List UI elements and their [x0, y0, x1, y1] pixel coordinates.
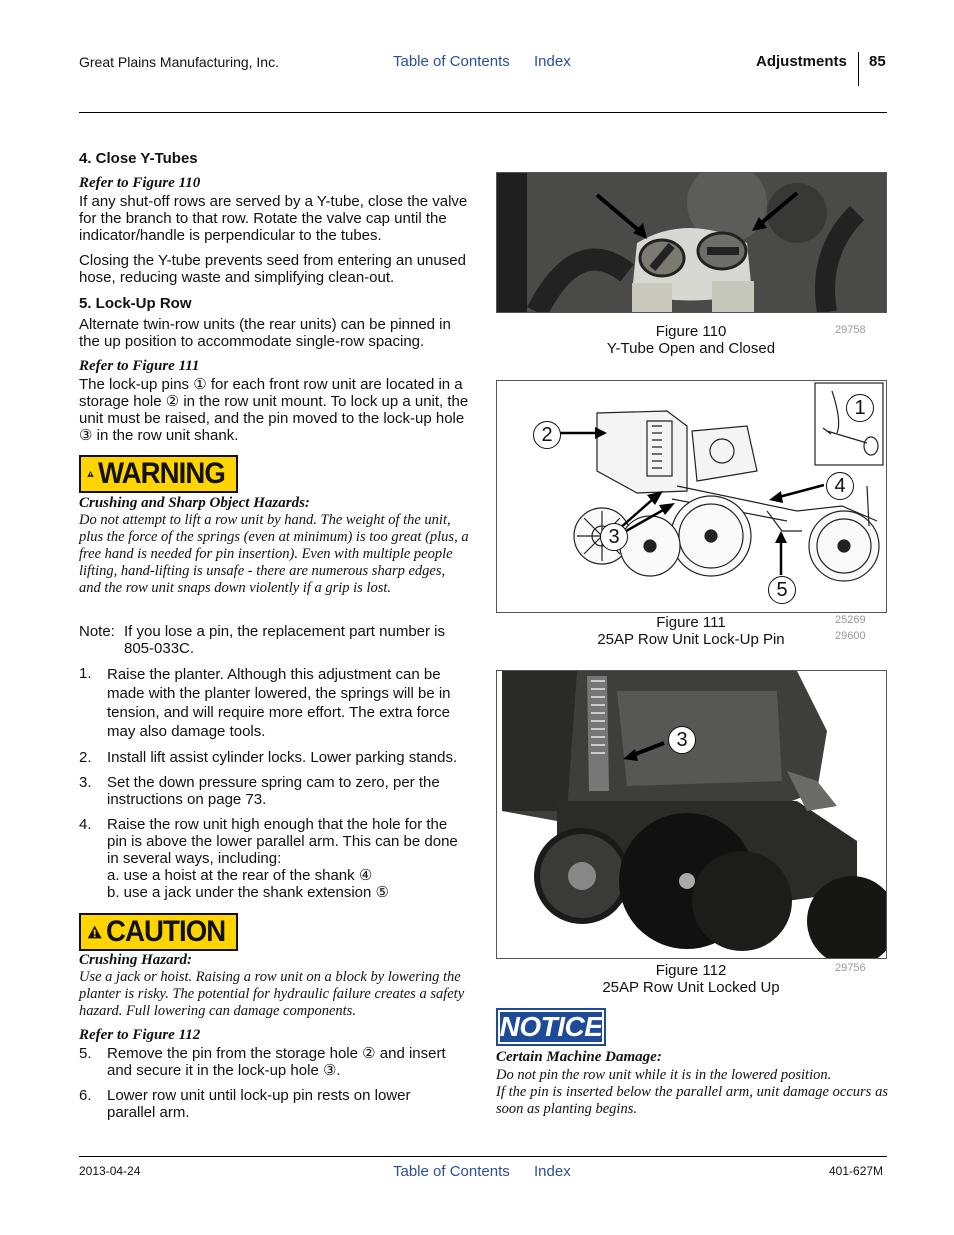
list-text: Install lift assist cylinder locks. Lower parking stands.	[107, 749, 458, 766]
notice-text-1: Do not pin the row unit while it is in the lowered position.	[496, 1067, 832, 1083]
warning-text: Do not attempt to lift a row unit by hand. The weight of the unit, plus the force of the springs (even at minimum) is too great (plus, a free hand is needed for pin insertion). Even with multiple people lifting, hand-lifting is unsafe - there are numerous sharp edges, and the row unit snaps down violently if a grip is lost.	[79, 512, 469, 596]
toc-link[interactable]: Table of Contents	[393, 53, 510, 70]
list-text: Lower row unit until lock-up pin rests on lower parallel arm.	[107, 1087, 411, 1121]
list-number: 6.	[79, 1087, 92, 1104]
notice-signal-word	[496, 1008, 606, 1046]
note-text: If you lose a pin, the replacement part number is 805-033C.	[124, 623, 446, 657]
warning-triangle-icon	[87, 463, 94, 485]
list-number: 3.	[79, 774, 92, 791]
notice-title: Certain Machine Damage:	[496, 1049, 662, 1065]
section-5-paragraph-2: The lock-up pins ① for each front row unit are located in a storage hole ② in the row unit mount. To lock up a unit, the unit must be raised, and the pin moved to the lock-up hole ③ in the row unit shank.	[79, 376, 469, 444]
footer-rule	[79, 1156, 887, 1157]
list-text: Raise the row unit high enough that the hole for the pin is above the lower parallel arm. This can be done in several ways, including:	[107, 816, 458, 867]
warning-triangle-icon	[87, 921, 102, 943]
figure-112-reference: Refer to Figure 112	[79, 1027, 201, 1043]
notice-text-2: If the pin is inserted below the parallel arm, unit damage occurs as soon as planting begins.	[496, 1084, 888, 1117]
row-unit-locked-photo-illustration	[497, 671, 886, 958]
list-text: Raise the planter. Although this adjustment can be made with the planter lowered, the springs will be in tension, and will require more effort. The extra force may also damage tools.	[107, 666, 451, 740]
section-4-paragraph-2: Closing the Y-tube prevents seed from entering an unused hose, reducing waste and simplifying clean-out.	[79, 252, 466, 286]
figure-112-photo	[496, 670, 887, 959]
warning-word: WARNING	[98, 457, 225, 490]
callout-3: 3	[600, 523, 628, 551]
figure-110-label: Figure 110	[655, 323, 727, 340]
section-4-heading: 4. Close Y-Tubes	[79, 150, 198, 167]
list-number: 4.	[79, 816, 92, 833]
index-link[interactable]: Index	[534, 53, 571, 70]
figure-111-label: Figure 111	[656, 614, 726, 631]
callout-4: 4	[826, 472, 854, 500]
list-number: 5.	[79, 1045, 92, 1062]
figure-112-label: Figure 112	[655, 962, 727, 979]
figure-112-number: 29756	[835, 962, 866, 974]
company-name: Great Plains Manufacturing, Inc.	[79, 54, 279, 70]
list-number: 1.	[79, 665, 92, 682]
section-4-paragraph-1: If any shut-off rows are served by a Y-tube, close the valve for the branch to that row. Rotate the valve cap until the indicator/handle is perpendicular to the tubes.	[79, 193, 468, 244]
header-rule	[79, 112, 887, 113]
document-number: 401-627M	[829, 1164, 884, 1178]
caution-text: Use a jack or hoist. Raising a row unit on a block by lowering the planter is risky. The potential for hydraulic failure creates a safety hazard. Full lowering can damage components.	[79, 969, 465, 1019]
figure-111-reference: Refer to Figure 111	[79, 358, 200, 374]
figure-111-caption	[496, 614, 886, 648]
row-unit-line-drawing	[497, 381, 886, 612]
figure-110-reference: Refer to Figure 110	[79, 175, 201, 191]
figure-111-number-2: 29600	[835, 630, 866, 642]
footer-toc-link[interactable]: Table of Contents	[393, 1163, 510, 1180]
figure-110-number: 29758	[835, 324, 866, 336]
callout-3-figure-112: 3	[668, 726, 696, 754]
caution-signal-word	[79, 913, 238, 951]
figure-112-caption	[496, 962, 886, 996]
section-5-heading: 5. Lock-Up Row	[79, 295, 192, 312]
caution-title: Crushing Hazard:	[79, 952, 192, 968]
footer-index-link[interactable]: Index	[534, 1163, 571, 1180]
callout-1: 1	[846, 394, 874, 422]
figure-110-caption	[496, 323, 886, 357]
step-4-option-a: a. use a hoist at the rear of the shank ④	[107, 867, 373, 884]
y-tube-photo-illustration	[497, 173, 886, 312]
section-title: Adjustments	[756, 53, 847, 70]
list-text: Remove the pin from the storage hole ② and insert and secure it in the lock-up hole ③.	[107, 1045, 446, 1079]
figure-111-drawing	[496, 380, 887, 613]
caution-word: CAUTION	[106, 915, 226, 948]
notice-word: NOTICE	[499, 1011, 603, 1042]
header-divider	[858, 52, 859, 86]
warning-signal-word	[79, 455, 238, 493]
figure-111-title: 25AP Row Unit Lock-Up Pin	[597, 631, 785, 648]
list-number: 2.	[79, 749, 92, 766]
figure-111-number-1: 25269	[835, 614, 866, 626]
callout-2: 2	[533, 421, 561, 449]
warning-title: Crushing and Sharp Object Hazards:	[79, 495, 310, 511]
step-4-option-b: b. use a jack under the shank extension ⑤	[107, 884, 389, 901]
figure-110-photo	[496, 172, 887, 313]
figure-112-title: 25AP Row Unit Locked Up	[602, 979, 780, 996]
callout-5: 5	[768, 576, 796, 604]
footer-date: 2013-04-24	[79, 1164, 141, 1178]
note-label: Note:	[79, 623, 115, 640]
section-5-paragraph-1: Alternate twin-row units (the rear units) can be pinned in the up position to accommodate single-row spacing.	[79, 316, 451, 350]
page-number: 85	[869, 53, 886, 70]
figure-110-title: Y-Tube Open and Closed	[606, 340, 776, 357]
list-text: Set the down pressure spring cam to zero, per the instructions on page 73.	[107, 774, 440, 808]
